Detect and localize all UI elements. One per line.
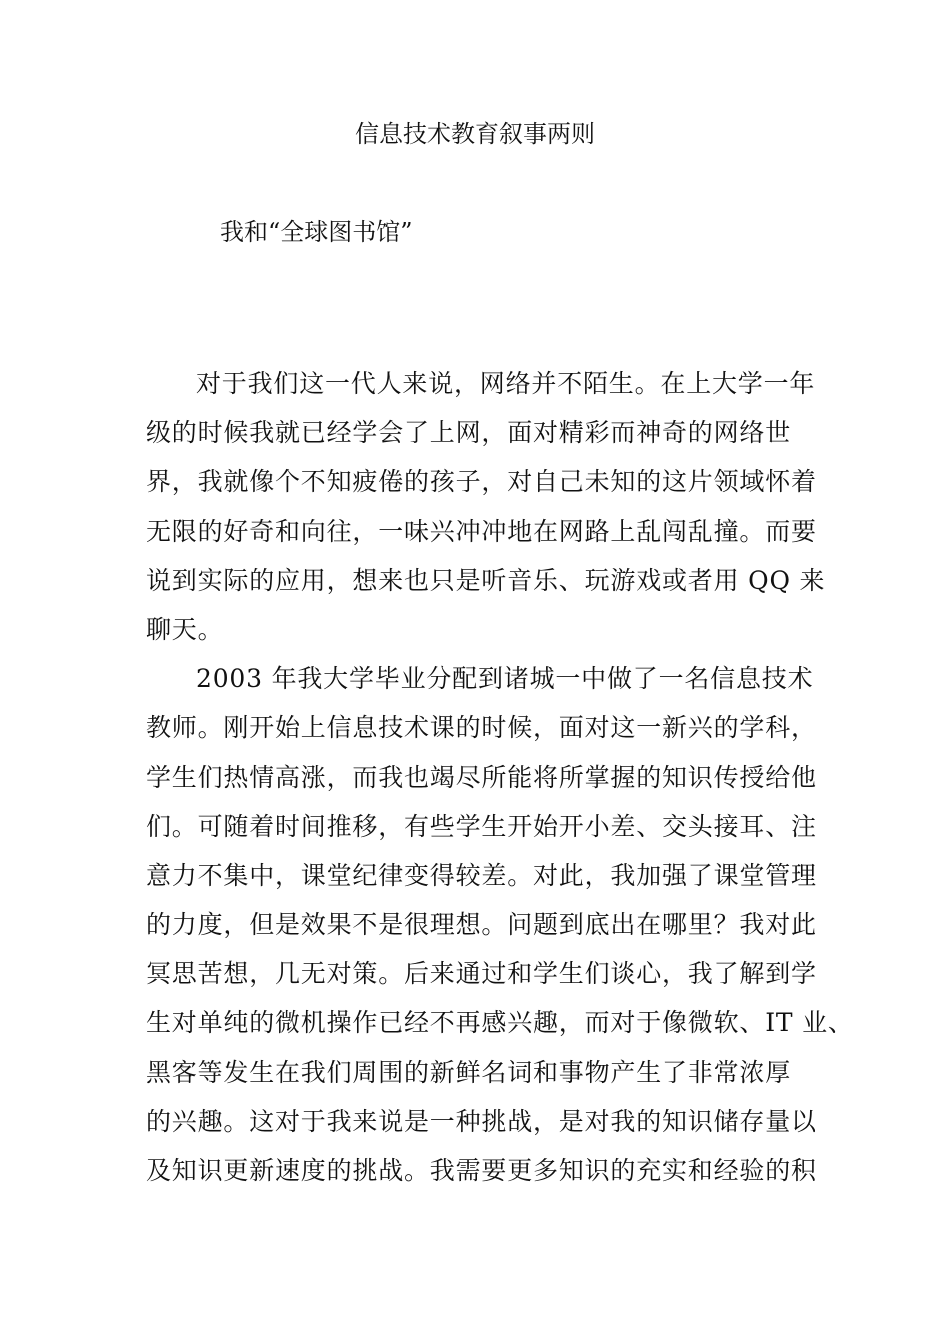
body-text [146, 364, 854, 1200]
text-line: 界，我就像个不知疲倦的孩子，对自己未知的这片领域怀着 [146, 467, 817, 497]
text-line: 教师。刚开始上信息技术课的时候，面对这一新兴的学科， [146, 713, 817, 743]
paragraph [146, 659, 854, 1200]
section-heading: 我和“全球图书馆” [220, 218, 413, 246]
text-line: 及知识更新速度的挑战。我需要更多知识的充实和经验的积 [146, 1156, 817, 1185]
text-line: 无限的好奇和向往，一味兴冲冲地在网路上乱闯乱撞。而要 [146, 516, 817, 546]
text-line: 生对单纯的微机操作已经不再感兴趣，而对于像微软、IT 业、 [146, 1008, 854, 1038]
text-line: 的力度，但是效果不是很理想。问题到底出在哪里？我对此 [146, 910, 817, 940]
paragraph [146, 364, 826, 659]
text-line: 聊天。 [146, 614, 224, 644]
text-line: 对于我们这一代人来说，网络并不陌生。在上大学一年 [196, 369, 816, 398]
text-line: 学生们热情高涨，而我也竭尽所能将所掌握的知识传授给他 [146, 762, 817, 792]
text-line: 冥思苦想，几无对策。后来通过和学生们谈心，我了解到学 [146, 959, 817, 989]
text-line: 们。可随着时间推移，有些学生开始开小差、交头接耳、注 [146, 811, 817, 841]
text-line: 意力不集中，课堂纪律变得较差。对此，我加强了课堂管理 [146, 860, 817, 890]
text-line: 级的时候我就已经学会了上网，面对精彩而神奇的网络世 [146, 418, 792, 448]
document-title: 信息技术教育叙事两则 [355, 120, 595, 148]
text-line: 的兴趣。这对于我来说是一种挑战，是对我的知识储存量以 [146, 1106, 817, 1136]
text-line: 黑客等发生在我们周围的新鲜名词和事物产生了非常浓厚 [146, 1057, 792, 1087]
text-line: 2003 年我大学毕业分配到诸城一中做了一名信息技术 [196, 664, 814, 694]
text-line: 说到实际的应用，想来也只是听音乐、玩游戏或者用 QQ 来 [146, 565, 826, 595]
